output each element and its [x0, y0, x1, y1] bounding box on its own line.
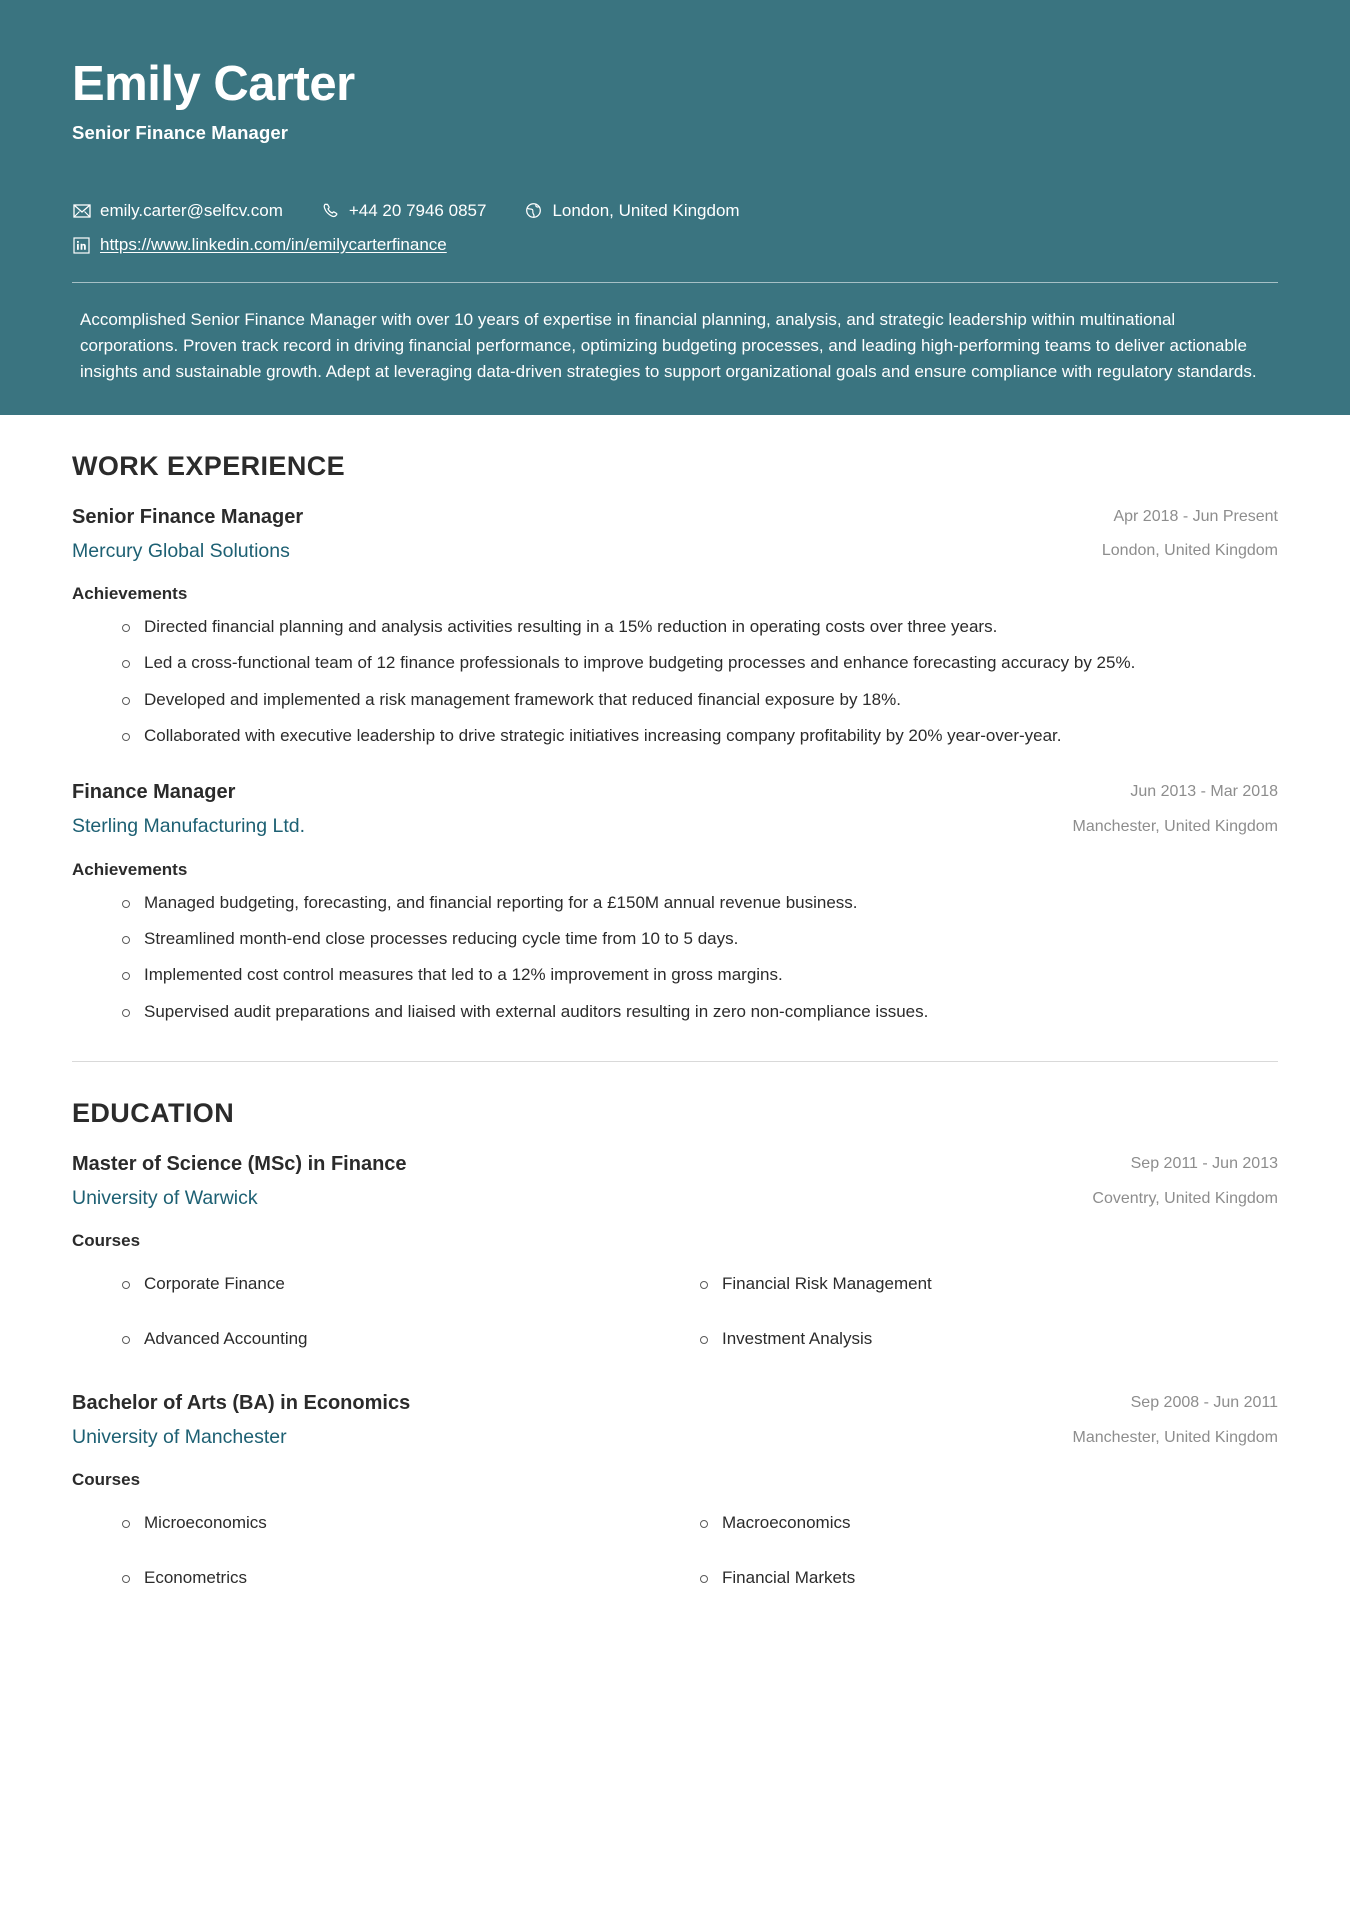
work-entry: [72, 779, 1278, 1025]
work-date-range: Jun 2013 - Mar 2018: [1130, 783, 1278, 801]
section-work-experience: [72, 415, 1278, 1025]
courses-label: Courses: [72, 1231, 141, 1251]
work-organization[interactable]: Mercury Global Solutions: [72, 539, 290, 562]
list-item: Streamlined month-end close processes reducing cycle time from 10 to 5 days.: [122, 926, 1278, 952]
education-courses-grid: [72, 1257, 1278, 1366]
contact-location-text: London, United Kingdom: [552, 200, 740, 220]
education-location: Manchester, United Kingdom: [1072, 1428, 1278, 1446]
work-location: Manchester, United Kingdom: [1072, 817, 1278, 835]
contact-email-text: emily.carter@selfcv.com: [100, 200, 283, 220]
work-role: Finance Manager: [72, 781, 236, 804]
contact-location: [524, 200, 739, 222]
list-item: Investment Analysis: [700, 1326, 1278, 1352]
education-entry-right: [1092, 1151, 1278, 1209]
phone-icon: [321, 201, 340, 220]
achievements-label: Achievements: [72, 583, 188, 603]
work-location: London, United Kingdom: [1101, 542, 1278, 560]
candidate-job-title: Senior Finance Manager: [72, 121, 289, 143]
list-item: Financial Markets: [700, 1565, 1278, 1591]
education-entry: [72, 1151, 1278, 1366]
education-entry-left: [72, 1390, 1073, 1450]
header-divider: [72, 282, 1278, 283]
education-date-range: Sep 2008 - Jun 2011: [1130, 1393, 1278, 1411]
list-item: Collaborated with executive leadership to drive strategic initiatives increasing company profitability by 20% year-over-year.: [122, 723, 1278, 749]
work-entry-left: [72, 779, 1073, 839]
list-item: Advanced Accounting: [122, 1326, 700, 1352]
contact-linkedin[interactable]: [72, 234, 447, 256]
resume-body: [0, 415, 1350, 1645]
list-item: Microeconomics: [122, 1510, 700, 1536]
work-entry-left: [72, 504, 1102, 564]
achievements-label: Achievements: [72, 859, 188, 879]
list-item: Supervised audit preparations and liaised with external auditors resulting in zero non-compliance issues.: [122, 999, 1278, 1025]
work-achievements-list: [72, 890, 1278, 1025]
education-entry-header: [72, 1151, 1278, 1211]
work-entry-header: [72, 504, 1278, 564]
work-entry-right: [1073, 779, 1278, 837]
work-entry-right: [1102, 504, 1278, 562]
list-item: Led a cross-functional team of 12 finance professionals to improve budgeting processes and enhance forecasting accuracy by 25%.: [122, 650, 1278, 676]
list-item: Developed and implemented a risk management framework that reduced financial exposure by 18%.: [122, 687, 1278, 713]
contact-block: [72, 200, 1278, 256]
work-entry: [72, 504, 1278, 750]
work-entry-header: [72, 779, 1278, 839]
contact-phone-text: +44 20 7946 0857: [348, 200, 487, 220]
contact-row-primary: [72, 200, 1278, 222]
work-achievements-list: [72, 614, 1278, 749]
education-degree: Master of Science (MSc) in Finance: [72, 1152, 407, 1175]
contact-phone[interactable]: [321, 200, 487, 222]
education-institution[interactable]: University of Warwick: [72, 1186, 258, 1209]
contact-linkedin-text[interactable]: https://www.linkedin.com/in/emilycarterfinance: [100, 235, 447, 254]
list-item: Econometrics: [122, 1565, 700, 1591]
work-organization[interactable]: Sterling Manufacturing Ltd.: [72, 815, 306, 838]
education-institution[interactable]: University of Manchester: [72, 1425, 287, 1448]
education-courses-grid: [72, 1496, 1278, 1605]
contact-row-secondary: [72, 234, 1278, 256]
education-entry-right: [1073, 1390, 1278, 1448]
resume-header: [0, 0, 1350, 415]
education-degree: Bachelor of Arts (BA) in Economics: [72, 1391, 411, 1414]
list-item: Macroeconomics: [700, 1510, 1278, 1536]
list-item: Corporate Finance: [122, 1271, 700, 1297]
professional-summary: Accomplished Senior Finance Manager with over 10 years of expertise in financial planning, analysis, and strategic leadership within multinational corporations. Proven track record in driving financial performance, optimizing budgeting processes, and leading high-performing teams to deliver actionable insights and sustainable growth. Adept at leveraging data-driven strategies to support organizational goals and ensure compliance with regulatory standards.: [80, 310, 1257, 381]
section-title-work-experience: WORK EXPERIENCE: [72, 450, 346, 481]
list-item: Managed budgeting, forecasting, and financial reporting for a £150M annual revenue business.: [122, 890, 1278, 916]
education-entry-header: [72, 1390, 1278, 1450]
list-item: Implemented cost control measures that led to a 12% improvement in gross margins.: [122, 962, 1278, 988]
education-entry: [72, 1390, 1278, 1605]
envelope-icon: [72, 201, 91, 220]
linkedin-icon: [72, 236, 91, 255]
education-entry-left: [72, 1151, 1092, 1211]
section-education: [72, 1062, 1278, 1605]
candidate-name: Emily Carter: [72, 57, 355, 111]
section-title-education: EDUCATION: [72, 1097, 235, 1128]
education-location: Coventry, United Kingdom: [1092, 1189, 1278, 1207]
contact-email[interactable]: [72, 200, 283, 222]
work-role: Senior Finance Manager: [72, 505, 304, 528]
education-date-range: Sep 2011 - Jun 2013: [1130, 1154, 1278, 1172]
globe-icon: [524, 201, 543, 220]
work-date-range: Apr 2018 - Jun Present: [1113, 507, 1278, 525]
list-item: Financial Risk Management: [700, 1271, 1278, 1297]
courses-label: Courses: [72, 1470, 141, 1490]
list-item: Directed financial planning and analysis activities resulting in a 15% reduction in operating costs over three years.: [122, 614, 1278, 640]
